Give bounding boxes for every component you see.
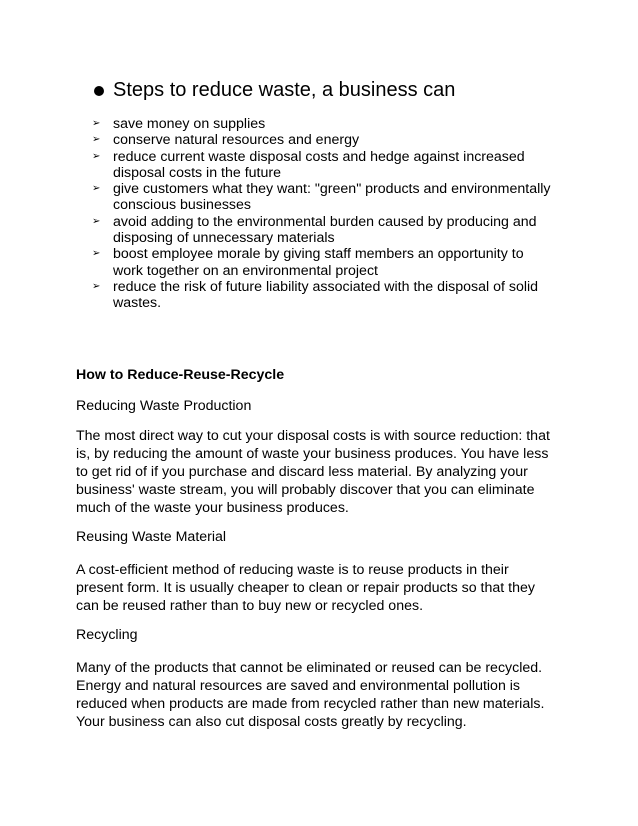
paragraph-line: is, by reducing the amount of waste your business produces. You have less (76, 446, 549, 462)
reducing-heading: Reducing Waste Production (76, 398, 252, 414)
arrow-bullet-icon: ➢ (92, 150, 101, 162)
recycling-heading: Recycling (76, 627, 138, 643)
paragraph-line: reduced when products are made from recycled rather than new materials. (76, 696, 545, 712)
arrow-bullet-icon: ➢ (92, 183, 101, 195)
list-item-text: wastes. (113, 295, 162, 312)
list-item (92, 246, 572, 279)
paragraph-line: business' waste stream, you will probably discover that you can eliminate (76, 482, 535, 498)
list-item (92, 181, 572, 214)
list-item (92, 116, 572, 132)
list-item (92, 214, 572, 247)
reusing-heading: Reusing Waste Material (76, 529, 227, 545)
paragraph-line: Your business can also cut disposal costs greatly by recycling. (76, 714, 467, 730)
list-item-text: disposing of unnecessary materials (113, 230, 335, 247)
list-item-text: avoid adding to the environmental burden caused by producing and (113, 213, 537, 230)
paragraph-line: much of the waste your business produces. (76, 500, 349, 516)
arrow-bullet-icon: ➢ (92, 280, 101, 292)
list-item-text: reduce the risk of future liability associated with the disposal of solid (113, 278, 539, 295)
list-item-text: give customers what they want: "green" products and environmentally (113, 181, 551, 198)
paragraph-line: A cost-efficient method of reducing waste is to reuse products in their (76, 562, 509, 578)
arrow-bullet-icon: ➢ (92, 134, 101, 146)
paragraph-line: to get rid of if you purchase and discard less material. By analyzing your (76, 464, 528, 480)
paragraph-line: The most direct way to cut your disposal costs is with source reduction: that (76, 428, 550, 444)
arrow-bullet-icon: ➢ (92, 215, 101, 227)
paragraph-line: can be reused rather than to buy new or recycled ones. (76, 598, 424, 614)
list-item-text: work together on an environmental project (113, 262, 378, 279)
list-item-text: save money on supplies (113, 116, 266, 132)
recycling-paragraph (76, 659, 576, 731)
list-item-text: conserve natural resources and energy (113, 132, 360, 149)
bullet-dot-icon (94, 86, 104, 96)
list-item-text: boost employee morale by giving staff members an opportunity to (113, 246, 524, 263)
paragraph-line: Energy and natural resources are saved and environmental pollution is (76, 678, 521, 694)
list-item-text: disposal costs in the future (113, 164, 281, 181)
list-item-text: conscious businesses (113, 197, 252, 214)
arrow-bullet-icon: ➢ (92, 248, 101, 260)
list-item (92, 279, 572, 312)
arrow-bullet-icon: ➢ (92, 118, 101, 129)
section-title: How to Reduce-Reuse-Recycle (76, 367, 285, 383)
paragraph-line: Many of the products that cannot be eliminated or reused can be recycled. (76, 660, 543, 676)
list-item-text: reduce current waste disposal costs and hedge against increased (113, 148, 525, 165)
list-item (92, 149, 572, 182)
paragraph-line: present form. It is usually cheaper to clean or repair products so that they (76, 580, 535, 596)
reusing-paragraph (76, 561, 576, 615)
reducing-paragraph (76, 427, 576, 517)
benefits-list (92, 116, 572, 312)
intro-heading: Steps to reduce waste, a business can (113, 79, 456, 101)
list-item (92, 132, 572, 148)
